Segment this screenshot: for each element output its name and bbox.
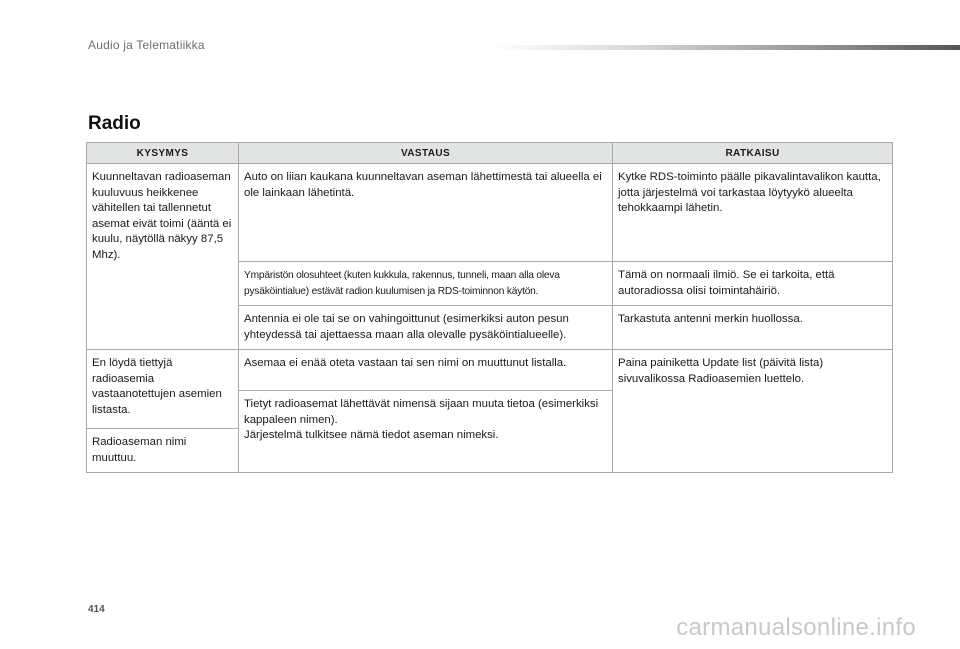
- troubleshooting-table: [86, 142, 893, 473]
- table-row: [87, 164, 893, 262]
- table-header-row: [87, 143, 893, 164]
- solution-cell: Tämä on normaali ilmiö. Se ei tarkoita, että autoradiossa olisi toimintahäiriö.: [613, 262, 893, 306]
- solution-cell: Tarkastuta antenni merkin huollossa.: [613, 306, 893, 350]
- column-header-answer: VASTAUS: [239, 143, 613, 164]
- question-cell: Kuunneltavan radioaseman kuuluvuus heikkenee vähitellen tai tallennetut asemat eivät toimi (ääntä ei kuulu, näytöllä näkyy 87,5 Mhz).: [87, 164, 239, 350]
- answer-cell: Auto on liian kaukana kuunneltavan aseman lähettimestä tai alueella ei ole lainkaan lähetintä.: [239, 164, 613, 262]
- question-cell: En löydä tiettyjä radioasemia vastaanotettujen asemien listasta.: [87, 350, 239, 429]
- answer-cell: Antennia ei ole tai se on vahingoittunut (esimerkiksi auton pesun yhteydessä tai ajettaessa maan alla olevalle pysäköintialueelle).: [239, 306, 613, 350]
- answer-cell: Tietyt radioasemat lähettävät nimensä sijaan muuta tietoa (esimerkiksi kappaleen nimen). Järjestelmä tulkitsee nämä tiedot aseman nimeksi.: [239, 391, 613, 473]
- chapter-title: Audio ja Telematiikka: [88, 38, 205, 52]
- column-header-question: KYSYMYS: [87, 143, 239, 164]
- watermark: carmanualsonline.info: [676, 614, 916, 641]
- solution-cell: Kytke RDS-toiminto päälle pikavalintavalikon kautta, jotta järjestelmä voi tarkastaa löytyykö alueelta tehokkaampi lähetin.: [613, 164, 893, 262]
- column-header-solution: RATKAISU: [613, 143, 893, 164]
- header-gradient-bar: [492, 45, 960, 50]
- answer-cell: Ympäristön olosuhteet (kuten kukkula, rakennus, tunneli, maan alla oleva pysäköintialue) estävät radion kuulumisen ja RDS-toiminnon käytön.: [239, 262, 613, 306]
- solution-cell: Paina painiketta Update list (päivitä lista) sivuvalikossa Radioasemien luettelo.: [613, 350, 893, 473]
- page-number: 414: [88, 604, 105, 615]
- answer-cell: Asemaa ei enää oteta vastaan tai sen nimi on muuttunut listalla.: [239, 350, 613, 391]
- question-cell: Radioaseman nimi muuttuu.: [87, 429, 239, 473]
- table-row: [87, 350, 893, 391]
- section-title: Radio: [88, 113, 141, 134]
